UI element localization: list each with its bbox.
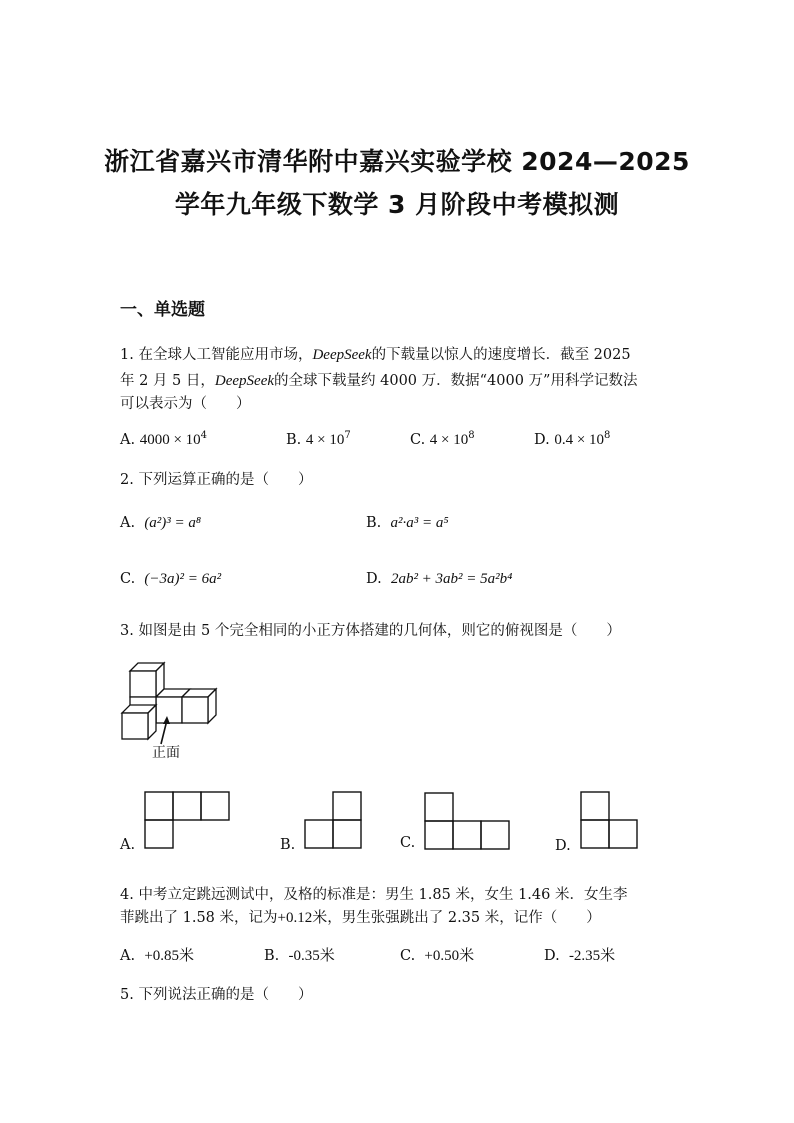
page-title-line1: 浙江省嘉兴市清华附中嘉兴实验学校 2024—2025	[104, 147, 690, 176]
q4-option-c[interactable]: C. +0.50米	[400, 948, 475, 964]
question-4-line2: 菲跳出了 1.58 米，记为+0.12米，男生张强跳出了 2.35 米，记作（ ）	[120, 910, 601, 926]
section-heading: 一、单选题	[120, 300, 205, 320]
q1-option-d[interactable]: D. $0.4 \times 10^8$	[534, 430, 611, 448]
question-3: 3. 如图是由 5 个完全相同的小正方体搭建的几何体，则它的俯视图是（ ）	[120, 623, 621, 639]
question-number: 5.	[120, 987, 134, 1003]
q4-option-b[interactable]: B. -0.35米	[264, 948, 335, 964]
q4-option-d[interactable]: D. -2.35米	[544, 948, 616, 964]
question-1-line2: 年 2 月 5 日，DeepSeek的全球下载量约 4000 万．数据“4000 万”用科学记数法	[120, 373, 638, 389]
q3-option-a-label[interactable]: A.	[120, 837, 136, 853]
top-cube-front-face	[130, 671, 156, 697]
question-2: 2. 下列运算正确的是（ ）	[120, 472, 313, 488]
q3-option-c-label[interactable]: C.	[400, 835, 416, 851]
question-number: 3.	[120, 623, 134, 639]
q3-option-d-figure[interactable]	[580, 791, 640, 849]
q4-option-a[interactable]: A. +0.85米	[120, 948, 195, 964]
term-deepseek: DeepSeek	[214, 373, 275, 389]
question-4-line1: 4. 中考立定跳远测试中，及格的标准是：男生 1.85 米，女生 1.46 米．女生李	[120, 887, 628, 903]
q3-option-b-figure[interactable]	[304, 791, 362, 849]
question-1-line1: 1. 在全球人工智能应用市场，DeepSeek的下载量以惊人的速度增长．截至 2025	[120, 347, 631, 363]
q1-option-c[interactable]: C. $4 \times 10^8$	[410, 430, 475, 448]
question-1-line3: 可以表示为（ ）	[120, 396, 251, 412]
q3-option-c-figure[interactable]	[424, 792, 510, 850]
front-label: 正面	[152, 745, 180, 761]
question-number: 4.	[120, 887, 134, 903]
question-number: 2.	[120, 472, 134, 488]
q3-option-b-label[interactable]: B.	[280, 837, 296, 853]
question-5: 5. 下列说法正确的是（ ）	[120, 987, 313, 1003]
q3-option-d-label[interactable]: D.	[555, 838, 571, 854]
q1-option-b[interactable]: B. $4 \times 10^7$	[286, 430, 351, 448]
q2-option-a[interactable]: A. (a²)³ = a⁸	[120, 515, 202, 531]
q2-option-b[interactable]: B. a²·a³ = a⁵	[366, 515, 449, 531]
q1-option-a[interactable]: A. $4000 \times 10^4$	[120, 430, 208, 448]
q2-option-d[interactable]: D. 2ab² + 3ab² = 5a²b⁴	[366, 571, 513, 587]
term-deepseek: DeepSeek	[312, 347, 372, 363]
q2-option-c[interactable]: C. (−3a)² = 6a²	[120, 571, 222, 587]
front-cube-front-face	[122, 713, 148, 739]
q3-option-a-figure[interactable]	[144, 791, 230, 849]
question-number: 1.	[120, 347, 134, 363]
page-title-line2: 学年九年级下数学 3 月阶段中考模拟测	[174, 190, 620, 219]
